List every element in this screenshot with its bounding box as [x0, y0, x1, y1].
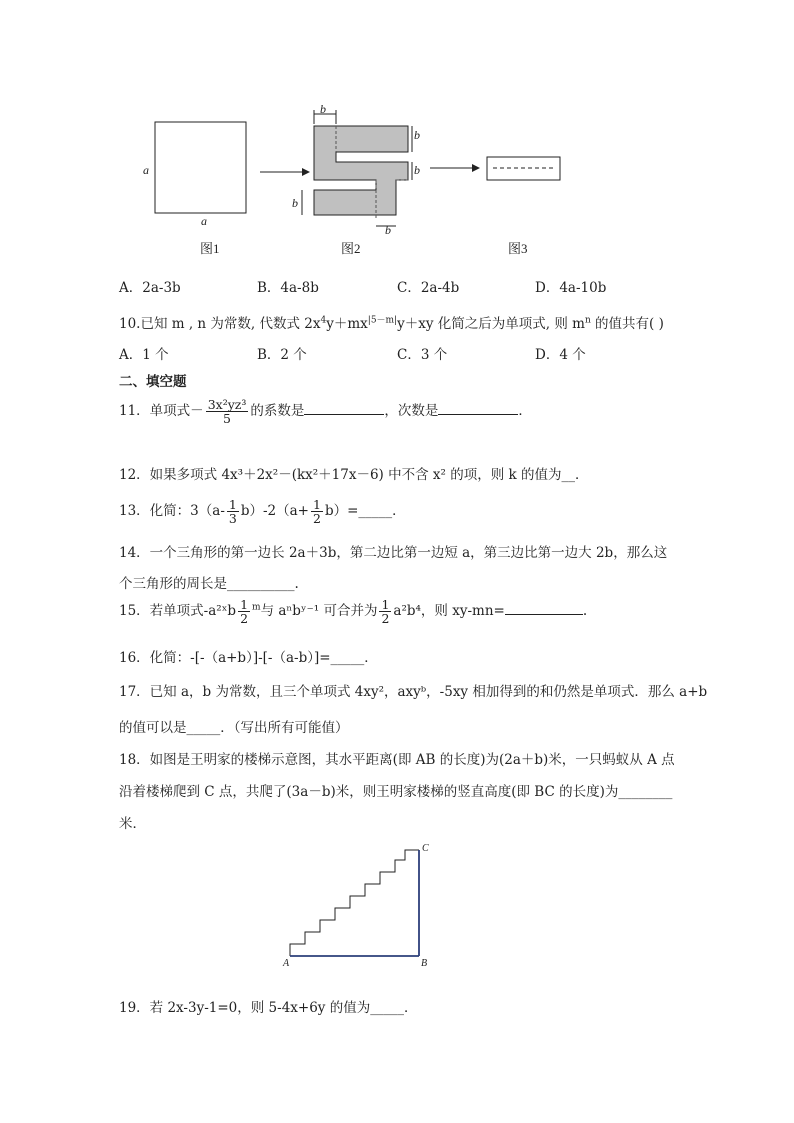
label-b-point: B [421, 958, 428, 969]
q12: 12．如果多项式 4x³＋2x²－(kx²＋17x－6) 中不含 x² 的项，则 k 的值为__． [119, 467, 589, 483]
section-title: 二、填空题 [119, 374, 187, 390]
label-c-point: C [422, 843, 429, 854]
q9-option-d: D．4a-10b [535, 280, 607, 296]
staircase-figure [280, 840, 430, 970]
q14-line1: 14．一个三角形的第一边长 2a＋3b，第二边比第一边短 a，第三边比第一边大 2b，那么这 [119, 545, 668, 561]
q15: 15．若单项式-a²ˣb $\frac{1}{2}$ $^m$与 aⁿbʸ⁻¹ 可合并为 $\frac{1}{2}$ a²b⁴，则 xy-mn= . [119, 597, 588, 627]
q9-option-b: B．4a-8b [257, 280, 319, 296]
q10-option-a: A．1 个 [119, 347, 169, 363]
fig1-caption: 图1 [200, 241, 220, 256]
fig1-label-a-bottom: a [201, 214, 207, 228]
q15-blank[interactable] [505, 602, 583, 615]
fig1-square [155, 122, 246, 213]
q13: 13．化简：3（a- $\frac{1}{3}$ b）-2（a+ $\frac{1}{2}$ b）=_____． [119, 497, 406, 527]
fig1-label-a-side: a [143, 163, 149, 177]
fig2-label-b-right2: b [414, 163, 420, 177]
q14-line2: 个三角形的周长是__________. [119, 576, 299, 592]
fig2-label-b-right1: b [414, 128, 420, 142]
q18-line2: 沿着楼梯爬到 C 点，共爬了(3a－b)米，则王明家楼梯的竖直高度(即 BC 的长度)为________ [119, 784, 673, 800]
q16: 16．化简：-[-（a+b）]-[-（a-b）]=_____． [119, 650, 378, 666]
q11: 11．单项式－ $\frac{\text{3x²yz³}}{5}$ 的系数是 ，次数是 ． [119, 397, 532, 427]
q11-fraction: $\frac{\text{3x²yz³}}{5}$ [207, 397, 247, 427]
q10-option-b: B．2 个 [257, 347, 307, 363]
q10-option-c: C．3 个 [397, 347, 448, 363]
q11-blank-2[interactable] [438, 402, 518, 415]
q10-stem: 10.已知 m , n 为常数, 代数式 $2x^4y+mx^{|5-m|}y+xy$ 化简之后为单项式, 则 $m^n$ 的值共有( ) [119, 315, 664, 332]
figure-area [130, 100, 580, 240]
q17-line2: 的值可以是_____．（写出所有可能值） [119, 720, 349, 736]
fig2-label-b-left: b [292, 196, 298, 210]
q9-option-a: A．2a-3b [119, 280, 181, 296]
staircase-steps [290, 850, 419, 956]
q19: 19．若 2x-3y-1=0，则 5-4x+6y 的值为_____． [119, 1000, 418, 1016]
q9-option-c: C．2a-4b [397, 280, 460, 296]
label-a-point: A [283, 958, 290, 969]
q17-line1: 17．已知 a，b 为常数，且三个单项式 4xy²，axyᵇ，-5xy 相加得到的和仍然是单项式．那么 a+b [119, 684, 708, 700]
fig2-label-b-bottom: b [385, 223, 391, 237]
q18-line3: 米． [119, 816, 146, 832]
fig2-label-b-top: b [320, 102, 326, 116]
q18-line1: 18．如图是王明家的楼梯示意图，其水平距离(即 AB 的长度)为(2a＋b)米，一只蚂蚁从 A 点 [119, 752, 675, 768]
fig2-caption: 图2 [341, 241, 361, 256]
q10-option-d: D．4 个 [535, 347, 586, 363]
q11-blank-1[interactable] [304, 402, 384, 415]
fig2-shape [314, 126, 408, 215]
fig3-caption: 图3 [508, 241, 528, 256]
